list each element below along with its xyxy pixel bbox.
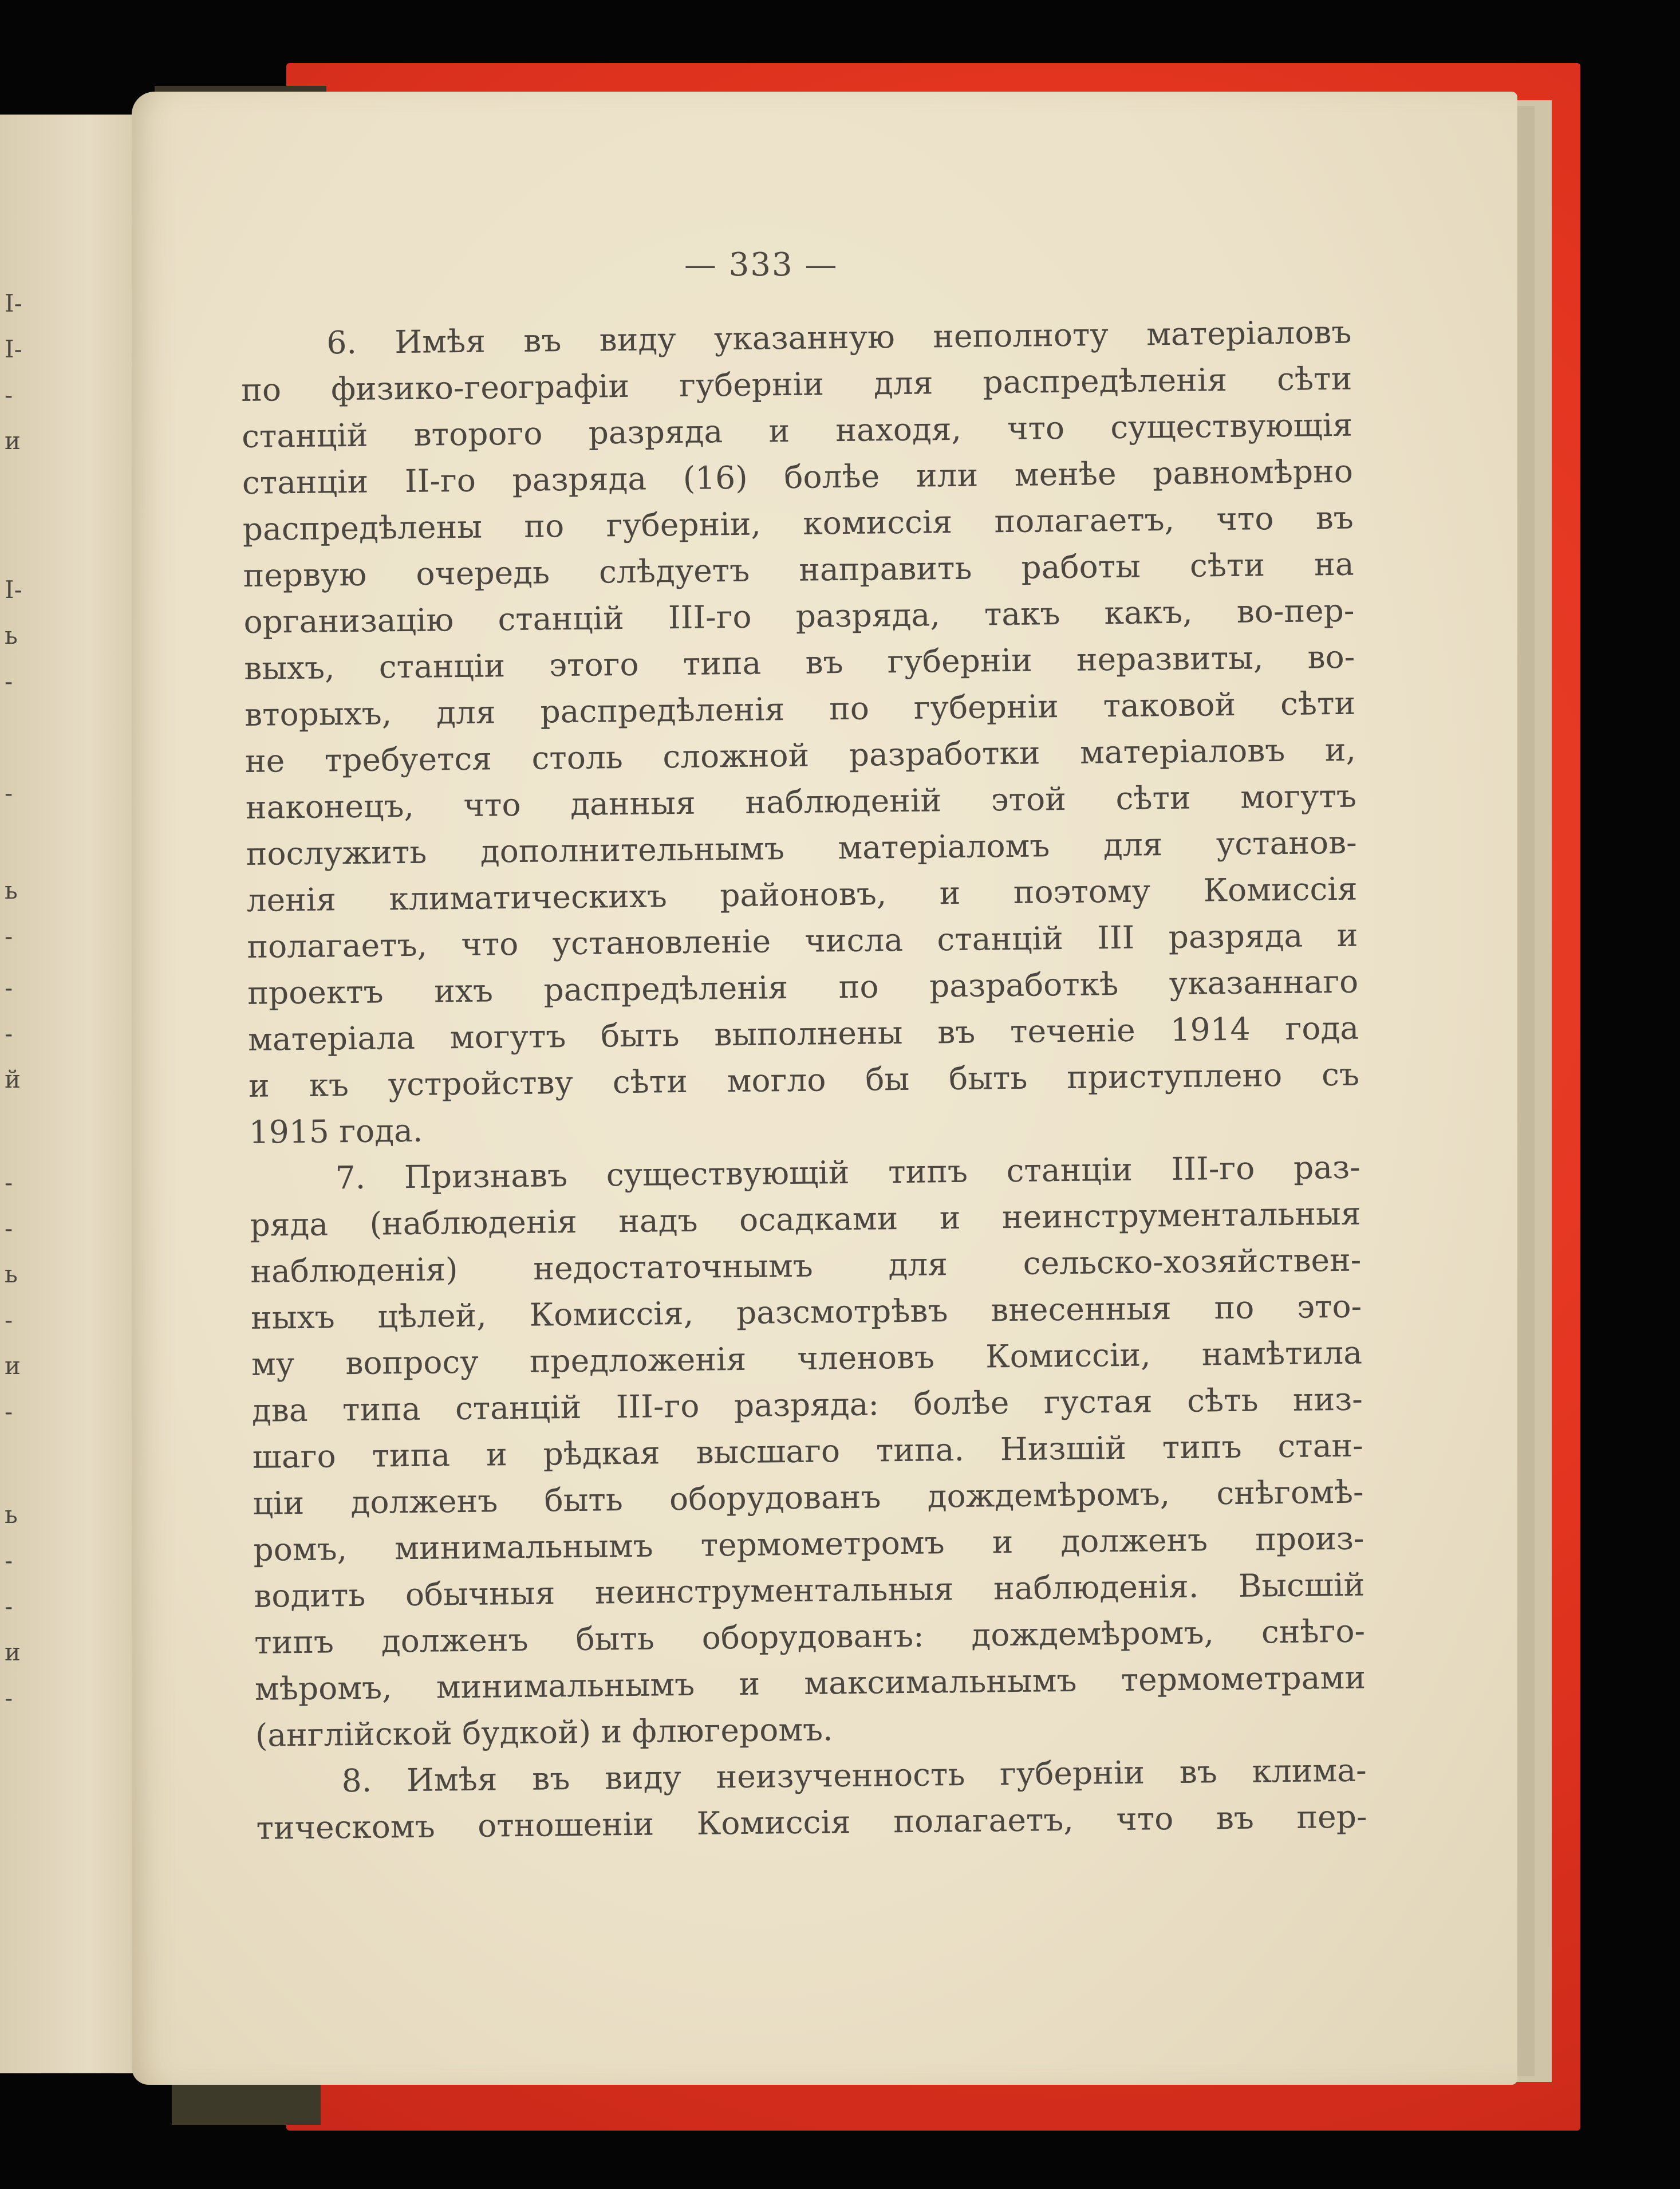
- text-line: и къ устройству сѣти могло бы быть приступлено съ: [248, 1056, 1360, 1104]
- text-line: организацію станцій III-го разряда, такъ какъ, во-пер-: [243, 592, 1355, 640]
- left-fragment: -: [5, 779, 13, 807]
- text-line: ромъ, минимальнымъ термометромъ и долженъ произ-: [253, 1519, 1364, 1568]
- text-line: не требуется столь сложной разработки матеріаловъ и,: [244, 731, 1356, 779]
- text-line: распредѣлены по губерніи, комиссія полагаетъ, что въ: [242, 499, 1354, 548]
- left-fragment: -: [5, 667, 13, 695]
- left-fragment: -: [5, 1546, 13, 1574]
- text-line: шаго типа и рѣдкая высшаго типа. Низшій типъ стан-: [252, 1427, 1364, 1475]
- left-fragment: I-: [5, 335, 22, 363]
- text-line: вторыхъ, для распредѣленія по губерніи таковой сѣти: [244, 684, 1356, 733]
- text-line: по физико-географіи губерніи для распредѣленія сѣти: [240, 360, 1352, 408]
- text-line: му вопросу предложенія членовъ Комиссіи, намѣтила: [251, 1334, 1363, 1383]
- text-line: мѣромъ, минимальнымъ и максимальнымъ термометрами: [254, 1659, 1366, 1707]
- text-line: станціи II-го разряда (16) болѣе или менѣе равномѣрно: [242, 452, 1354, 501]
- left-page: [0, 115, 149, 2073]
- left-fragment: ь: [5, 621, 18, 649]
- text-line: 7. Признавъ существующій типъ станціи III-го раз-: [335, 1148, 1360, 1196]
- text-line: первую очередь слѣдуетъ направить работы сѣти на: [243, 545, 1354, 594]
- text-line: водить обычныя неинструментальныя наблюденія. Высшій: [253, 1566, 1365, 1615]
- text-line: выхъ, станціи этого типа въ губерніи неразвиты, во-: [244, 638, 1355, 687]
- left-fragment: -: [5, 1214, 13, 1242]
- text-line: ленія климатическихъ районовъ, и поэтому Комиссія: [246, 870, 1358, 919]
- page-text: [240, 309, 1367, 1852]
- text-line: 1915 года.: [249, 1112, 423, 1151]
- page-number: — 333 —: [684, 246, 838, 284]
- left-fragment: -: [5, 974, 13, 1002]
- text-line: проектъ ихъ распредѣленія по разработкѣ указаннаго: [247, 963, 1359, 1011]
- left-fragment: -: [5, 1397, 13, 1426]
- text-line: типъ долженъ быть оборудованъ: дождемѣромъ, снѣго-: [254, 1612, 1366, 1661]
- left-fragment: -: [5, 1019, 13, 1048]
- left-fragment: I-: [5, 289, 22, 317]
- left-fragment: и: [5, 1352, 21, 1380]
- left-fragment: -: [5, 1684, 13, 1712]
- text-line: ряда (наблюденія надъ осадками и неинструментальныя: [250, 1195, 1361, 1243]
- text-line: два типа станцій III-го разряда: болѣе густая сѣть низ-: [251, 1380, 1363, 1429]
- text-line: ціи долженъ быть оборудованъ дождемѣромъ, снѣгомѣ-: [253, 1473, 1364, 1522]
- text-line: полагаетъ, что установленіе числа станцій III разряда и: [247, 916, 1358, 965]
- left-fragment: -: [5, 381, 13, 409]
- left-fragment: и: [5, 427, 21, 455]
- left-fragment: I-: [5, 576, 22, 604]
- text-line: матеріала могутъ быть выполнены въ теченіе 1914 года: [247, 1009, 1359, 1058]
- left-fragment: -: [5, 922, 13, 950]
- left-fragment: -: [5, 1306, 13, 1334]
- text-line: (англійской будкой) и флюгеромъ.: [255, 1711, 833, 1754]
- text-line: станцій второго разряда и находя, что существующія: [241, 406, 1353, 455]
- text-line: послужить дополнительнымъ матеріаломъ для установ-: [246, 824, 1357, 872]
- left-fragment: й: [5, 1065, 21, 1093]
- text-line: наблюденія) недостаточнымъ для сельско-хозяйствен-: [250, 1241, 1362, 1290]
- left-fragment: и: [5, 1638, 21, 1666]
- text-line: 6. Имѣя въ виду указанную неполноту матеріаловъ: [326, 313, 1352, 361]
- left-fragment: -: [5, 1592, 13, 1620]
- text-line: наконецъ, что данныя наблюденій этой сѣти могутъ: [245, 777, 1357, 826]
- left-fragment: ь: [5, 1260, 18, 1288]
- left-fragment: ь: [5, 876, 18, 904]
- left-fragment: ь: [5, 1501, 18, 1529]
- text-line: тическомъ отношеніи Комиссія полагаетъ, что въ пер-: [256, 1798, 1367, 1847]
- text-line: ныхъ цѣлей, Комиссія, разсмотрѣвъ внесенныя по это-: [250, 1288, 1362, 1336]
- text-line: 8. Имѣя въ виду неизученность губерніи въ клима-: [341, 1751, 1367, 1800]
- left-fragment: -: [5, 1168, 13, 1196]
